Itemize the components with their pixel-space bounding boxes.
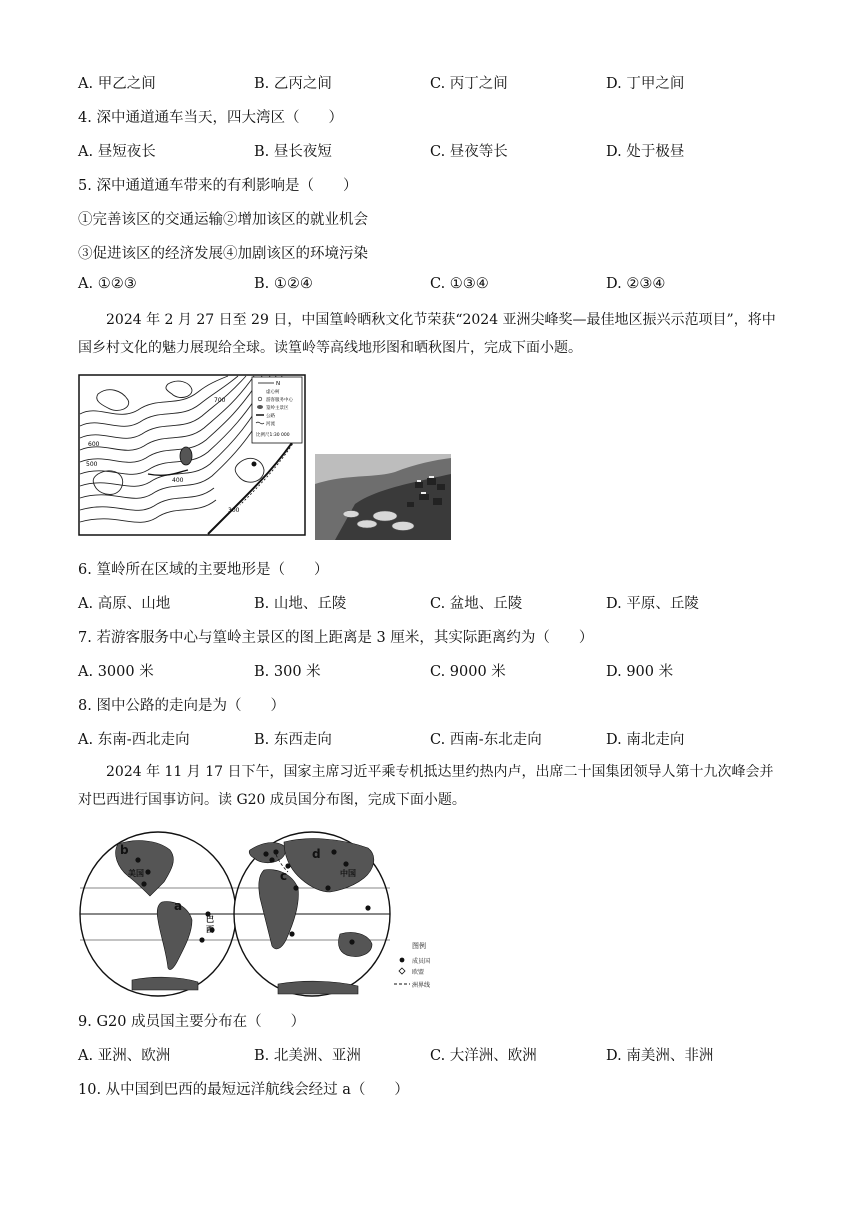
q7-stem: 7. 若游客服务中心与篁岭主景区的图上距离是 3 厘米，其实际距离约为（ ） — [78, 630, 594, 646]
option-b: B. 300 米 — [254, 664, 321, 680]
q9-stem: 9. G20 成员国主要分布在（ ） — [78, 1014, 306, 1030]
contour-label: 600 — [88, 441, 100, 448]
contour-label: 700 — [214, 397, 226, 404]
passage-huangling: 2024 年 2 月 27 日至 29 日，中国篁岭晒秋文化节荣获“2024 亚洲尖峰奖—最佳地区振兴示范项目”，将中国乡村文化的魅力展现给全球。读篁岭等高线地形图和晒秋图片，完成下面小题。 — [78, 312, 776, 356]
option-b: B. 昼长夜短 — [254, 144, 332, 160]
q8-options — [78, 728, 778, 748]
option-c: C. 大洋洲、欧洲 — [430, 1048, 537, 1064]
option-a: A. 甲乙之间 — [78, 76, 156, 92]
q7-options — [78, 660, 778, 680]
q5-statements-2: ③促进该区的经济发展④加剧该区的环境污染 — [78, 246, 368, 262]
q3-options — [78, 72, 778, 92]
option-a: A. 昼短夜长 — [78, 144, 156, 160]
q5-options — [78, 276, 778, 296]
option-d: D. 南北走向 — [606, 732, 685, 748]
north-arrow-label: N — [276, 381, 281, 387]
svg-text:虚心柯: 虚心柯 — [266, 390, 280, 395]
option-c: C. 盆地、丘陵 — [430, 596, 523, 612]
label-a: a — [174, 899, 183, 913]
terraced-village-photo — [315, 454, 451, 540]
option-d: D. 丁甲之间 — [606, 76, 685, 92]
label-brazil-1: 巴 — [206, 915, 214, 924]
option-c: C. 丙丁之间 — [430, 76, 508, 92]
q4-stem: 4. 深中通道通车当天，四大湾区（ ） — [78, 110, 343, 126]
label-d: d — [312, 847, 321, 861]
label-brazil-2: 西 — [206, 925, 214, 934]
option-d: D. 平原、丘陵 — [606, 596, 699, 612]
svg-text:成员国: 成员国 — [412, 958, 431, 965]
option-a: A. 3000 米 — [78, 664, 154, 680]
passage-g20: 2024 年 11 月 17 日下午，国家主席习近平乘专机抵达里约热内卢，出席二十国集团领导人第十九次峰会并对巴西进行国事访问。读 G20 成员国分布图，完成下面小题。 — [78, 764, 774, 808]
svg-text:游客服务中心: 游客服务中心 — [266, 398, 293, 403]
option-b: B. 乙丙之间 — [254, 76, 332, 92]
option-c: C. 9000 米 — [430, 664, 506, 680]
option-a: A. 亚洲、欧洲 — [78, 1048, 171, 1064]
label-b: b — [120, 843, 129, 857]
q9-options — [78, 1044, 778, 1064]
option-b: B. 北美洲、亚洲 — [254, 1048, 361, 1064]
svg-text:篁岭主景区: 篁岭主景区 — [266, 406, 289, 411]
label-china: 中国 — [340, 869, 356, 878]
g20-world-map — [78, 830, 458, 998]
label-usa: 美国 — [128, 869, 144, 878]
option-a: A. ①②③ — [78, 276, 137, 292]
contour-label: 500 — [86, 461, 98, 468]
option-c: C. 西南-东北走向 — [430, 732, 542, 748]
q5-stem: 5. 深中通道通车带来的有利影响是（ ） — [78, 178, 358, 194]
q8-stem: 8. 图中公路的走向是为（ ） — [78, 698, 285, 714]
svg-text:洲界线: 洲界线 — [412, 982, 431, 989]
option-d: D. ②③④ — [606, 276, 666, 292]
svg-text:河流: 河流 — [266, 422, 275, 427]
svg-text:图例: 图例 — [412, 942, 426, 950]
option-b: B. 东西走向 — [254, 732, 332, 748]
svg-text:欧盟: 欧盟 — [412, 969, 425, 976]
contour-label: 300 — [228, 507, 240, 514]
q6-stem: 6. 篁岭所在区域的主要地形是（ ） — [78, 562, 329, 578]
contour-map — [78, 374, 306, 536]
option-c: C. 昼夜等长 — [430, 144, 508, 160]
q10-stem: 10. 从中国到巴西的最短远洋航线会经过 a（ ） — [78, 1082, 409, 1098]
q4-options — [78, 140, 778, 160]
svg-text:比例尺1:30 000: 比例尺1:30 000 — [256, 433, 290, 438]
q5-statements-1: ①完善该区的交通运输②增加该区的就业机会 — [78, 212, 368, 228]
q6-options — [78, 592, 778, 612]
svg-text:公路: 公路 — [266, 414, 275, 419]
label-c: c — [280, 869, 288, 883]
option-d: D. 900 米 — [606, 664, 674, 680]
contour-label: 400 — [172, 477, 184, 484]
map-legend — [252, 377, 302, 443]
option-a: A. 高原、山地 — [78, 596, 171, 612]
world-map-legend — [394, 941, 430, 989]
option-c: C. ①③④ — [430, 276, 489, 292]
option-a: A. 东南-西北走向 — [78, 732, 190, 748]
option-b: B. ①②④ — [254, 276, 313, 292]
option-d: D. 南美洲、非洲 — [606, 1048, 714, 1064]
option-d: D. 处于极昼 — [606, 144, 685, 160]
option-b: B. 山地、丘陵 — [254, 596, 347, 612]
